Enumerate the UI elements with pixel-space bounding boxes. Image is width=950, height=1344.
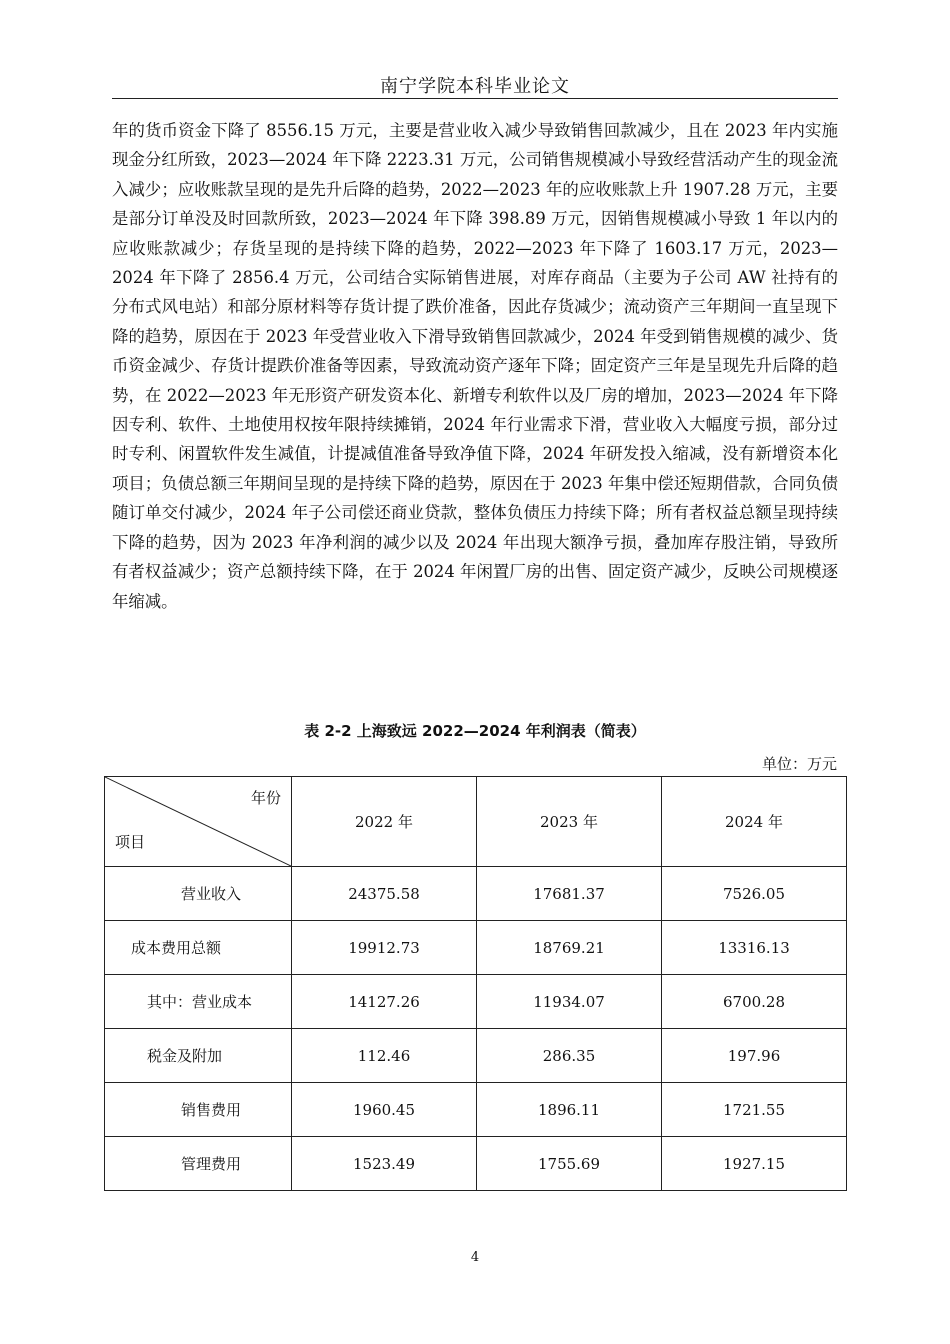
profit-table (104, 776, 847, 1191)
year-header-2024: 2024 年 (662, 777, 847, 867)
row-value-2024: 7526.05 (662, 867, 847, 921)
diagonal-header-cell (105, 777, 292, 867)
row-value-2022: 112.46 (292, 1029, 477, 1083)
row-value-2023: 1896.11 (477, 1083, 662, 1137)
year-header-2023: 2023 年 (477, 777, 662, 867)
row-label: 销售费用 (105, 1083, 292, 1137)
table-row-operating-cost (105, 975, 847, 1029)
row-value-2023: 18769.21 (477, 921, 662, 975)
row-value-2023: 17681.37 (477, 867, 662, 921)
row-value-2024: 13316.13 (662, 921, 847, 975)
body-paragraph: 年的货币资金下降了 8556.15 万元，主要是营业收入减少导致销售回款减少，且在 2023 年内实施现金分红所致，2023—2024 年下降 2223.31 万元，公司销售规模减小导致经营活动产生的现金流入减少；应收账款呈现的是先升后降的趋势，2022—2023 年的应收账款上升 1907.28 万元，主要是部分订单没及时回款所致，2023—2024 年下降 398.89 万元，因销售规模减小导致 1 年以内的应收账款减少；存货呈现的是持续下降的趋势，2022—2023 年下降了 1603.17 万元，2023—2024 年下降了 2856.4 万元，公司结合实际销售进展，对库存商品（主要为子公司 AW 社持有的分布式风电站）和部分原材料等存货计提了跌价准备，因此存货减少；流动资产三年期间一直呈现下降的趋势，原因在于 2023 年受营业收入下滑导致销售回款减少，2024 年受到销售规模的减少、货币资金减少、存货计提跌价准备等因素，导致流动资产逐年下降；固定资产三年是呈现先升后降的趋势，在 2022—2023 年无形资产研发资本化、新增专利软件以及厂房的增加，2023—2024 年下降因专利、软件、土地使用权按年限持续摊销，2024 年行业需求下滑，营业收入大幅度亏损，部分过时专利、闲置软件发生减值，计提减值准备导致净值下降，2024 年研发投入缩减，没有新增资本化项目；负债总额三年期间呈现的是持续下降的趋势，原因在于 2023 年集中偿还短期借款，合同负债随订单交付减少，2024 年子公司偿还商业贷款，整体负债压力持续下降；所有者权益总额呈现持续下降的趋势，因为 2023 年净利润的减少以及 2024 年出现大额净亏损，叠加库存股注销，导致所有者权益减少；资产总额持续下降，在于 2024 年闲置厂房的出售、固定资产减少，反映公司规模逐年缩减。 (112, 121, 838, 611)
row-value-2022: 14127.26 (292, 975, 477, 1029)
row-value-2024: 6700.28 (662, 975, 847, 1029)
table-row-selling-expenses (105, 1083, 847, 1137)
row-value-2022: 19912.73 (292, 921, 477, 975)
row-value-2023: 1755.69 (477, 1137, 662, 1191)
page-number: 4 (470, 1250, 480, 1265)
year-header-2022: 2022 年 (292, 777, 477, 867)
row-label: 营业收入 (105, 867, 292, 921)
row-value-2022: 24375.58 (292, 867, 477, 921)
table-row-operating-revenue (105, 867, 847, 921)
table-unit-label: 单位：万元 (761, 755, 837, 773)
row-value-2023: 11934.07 (477, 975, 662, 1029)
header-year-label: 年份 (250, 789, 281, 807)
row-label: 税金及附加 (105, 1029, 292, 1083)
page-header-title: 南宁学院本科毕业论文 (380, 76, 570, 97)
table-row-admin-expenses (105, 1137, 847, 1191)
row-label: 管理费用 (105, 1137, 292, 1191)
row-value-2022: 1960.45 (292, 1083, 477, 1137)
table-row-total-cost (105, 921, 847, 975)
row-value-2022: 1523.49 (292, 1137, 477, 1191)
table-header-row (105, 777, 847, 867)
row-value-2024: 1721.55 (662, 1083, 847, 1137)
table-caption: 表 2-2 上海致远 2022—2024 年利润表（简表） (304, 722, 646, 740)
row-label: 其中：营业成本 (105, 975, 292, 1029)
row-label: 成本费用总额 (105, 921, 292, 975)
table-row-taxes-surcharges (105, 1029, 847, 1083)
row-value-2024: 1927.15 (662, 1137, 847, 1191)
header-item-label: 项目 (115, 833, 146, 851)
row-value-2024: 197.96 (662, 1029, 847, 1083)
header-divider (112, 98, 838, 99)
row-value-2023: 286.35 (477, 1029, 662, 1083)
